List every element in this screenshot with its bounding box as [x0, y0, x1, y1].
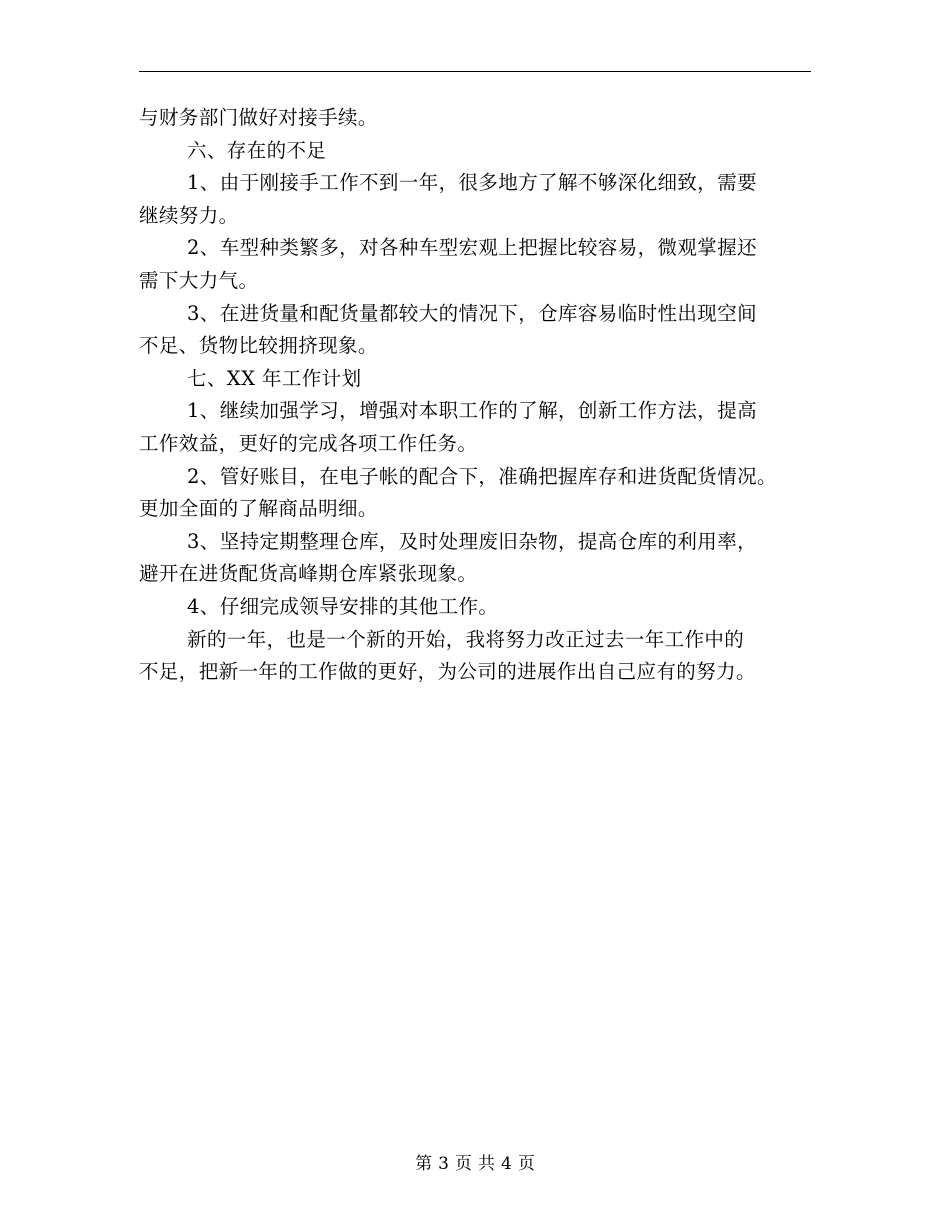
- footer-label-total: 共: [478, 1154, 495, 1174]
- text-line-continuation: 与财务部门做好对接手续。: [139, 106, 378, 129]
- shortcoming-item-2-continued: 需下大力气。: [139, 268, 259, 292]
- plan-item-1-continued: 工作效益，更好的完成各项工作任务。: [139, 431, 478, 455]
- footer-label-total-unit: 页: [517, 1154, 535, 1174]
- shortcoming-item-1-continued: 继续努力。: [139, 203, 239, 227]
- plan-item-2: 2、管好账目，在电子帐的配合下，准确把握库存和进货配货情况。: [187, 464, 777, 488]
- plan-item-3-continued: 避开在进货配货高峰期仓库紧张现象。: [139, 562, 478, 586]
- footer-label-page: 第: [415, 1154, 433, 1174]
- plan-item-3: 3、坚持定期整理仓库，及时处理废旧杂物，提高仓库的利用率，: [187, 529, 758, 553]
- plan-item-1: 1、继续加强学习，增强对本职工作的了解，创新工作方法，提高: [187, 399, 758, 423]
- shortcoming-item-3: 3、在进货量和配货量都较大的情况下，仓库容易临时性出现空间: [187, 301, 758, 325]
- closing-paragraph: 新的一年，也是一个新的开始，我将努力改正过去一年工作中的: [187, 627, 745, 651]
- document-body: [139, 102, 814, 689]
- section-heading-shortcomings: 六、存在的不足: [187, 138, 327, 162]
- shortcoming-item-2: 2、车型种类繁多，对各种车型宏观上把握比较容易，微观掌握还: [187, 236, 758, 260]
- page-footer: [0, 1152, 950, 1176]
- shortcoming-item-3-continued: 不足、货物比较拥挤现象。: [139, 334, 378, 358]
- closing-paragraph-continued: 不足，把新一年的工作做的更好，为公司的进展作出自己应有的努力。: [139, 660, 756, 684]
- header-rule: [139, 71, 811, 72]
- footer-page-number: 3: [438, 1154, 449, 1174]
- shortcoming-item-1: 1、由于刚接手工作不到一年，很多地方了解不够深化细致，需要: [187, 171, 758, 195]
- plan-item-2-continued: 更加全面的了解商品明细。: [139, 497, 378, 521]
- footer-total-pages: 4: [501, 1154, 512, 1174]
- section-heading-work-plan: 七、XX 年工作计划: [187, 366, 362, 390]
- footer-label-page-unit: 页: [455, 1154, 472, 1174]
- plan-item-4: 4、仔细完成领导安排的其他工作。: [187, 594, 499, 618]
